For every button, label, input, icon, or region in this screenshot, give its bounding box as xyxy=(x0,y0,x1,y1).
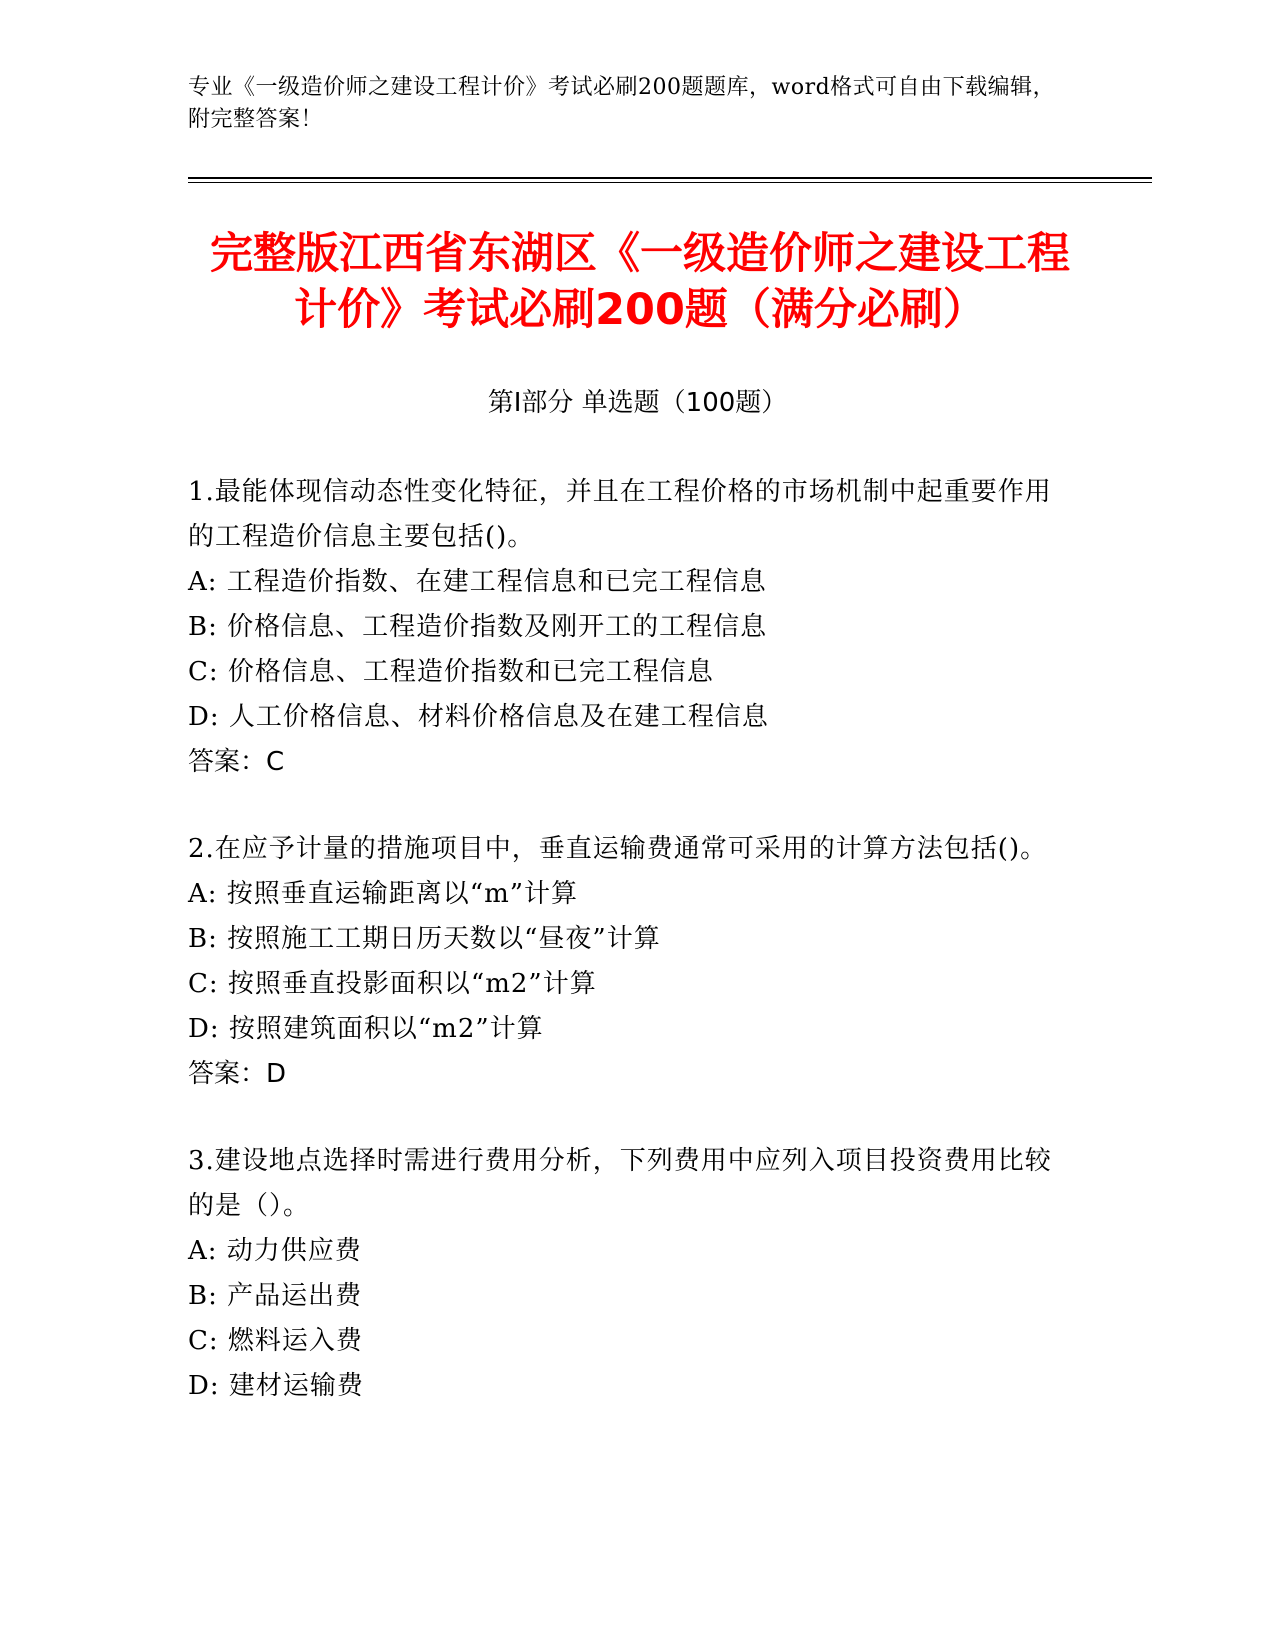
question-1 xyxy=(188,470,1068,785)
question-3 xyxy=(188,1139,1068,1409)
question-text: 3.建设地点选择时需进行费用分析，下列费用中应列入项目投资费用比较的是（）。 xyxy=(188,1146,1052,1221)
document-title: 完整版江西省东湖区《一级造价师之建设工程计价》考试必刷200题（满分必刷） xyxy=(210,229,1070,335)
question-2 xyxy=(188,827,1068,1097)
section-heading: 第I部分 单选题（100题） xyxy=(487,388,788,418)
header-divider-thin xyxy=(188,182,1152,183)
option-a: A: 动力供应费 xyxy=(188,1236,362,1266)
option-d: D: 建材运输费 xyxy=(188,1371,364,1401)
answer: 答案：C xyxy=(188,747,285,777)
option-b: B: 产品运出费 xyxy=(188,1281,363,1311)
question-text: 1.最能体现信动态性变化特征，并且在工程价格的市场机制中起重要作用的工程造价信息主要包括()。 xyxy=(188,477,1052,552)
header-note: 专业《一级造价师之建设工程计价》考试必刷200题题库，word格式可自由下载编辑，附完整答案！ xyxy=(188,75,1056,132)
option-d: D: 人工价格信息、材料价格信息及在建工程信息 xyxy=(188,702,769,732)
option-a: A: 工程造价指数、在建工程信息和已完工程信息 xyxy=(188,567,767,597)
answer: 答案：D xyxy=(188,1059,287,1089)
option-c: C: 燃料运入费 xyxy=(188,1326,363,1356)
option-b: B: 价格信息、工程造价指数及刚开工的工程信息 xyxy=(188,612,768,642)
option-b: B: 按照施工工期日历天数以“昼夜”计算 xyxy=(188,924,661,954)
header-divider-thick xyxy=(188,177,1152,179)
option-d: D: 按照建筑面积以“m2”计算 xyxy=(188,1014,544,1044)
option-c: C: 按照垂直投影面积以“m2”计算 xyxy=(188,969,597,999)
option-a: A: 按照垂直运输距离以“m”计算 xyxy=(188,879,579,909)
question-list xyxy=(188,470,1068,1451)
option-c: C: 价格信息、工程造价指数和已完工程信息 xyxy=(188,657,714,687)
question-text: 2.在应予计量的措施项目中，垂直运输费通常可采用的计算方法包括()。 xyxy=(188,834,1048,864)
